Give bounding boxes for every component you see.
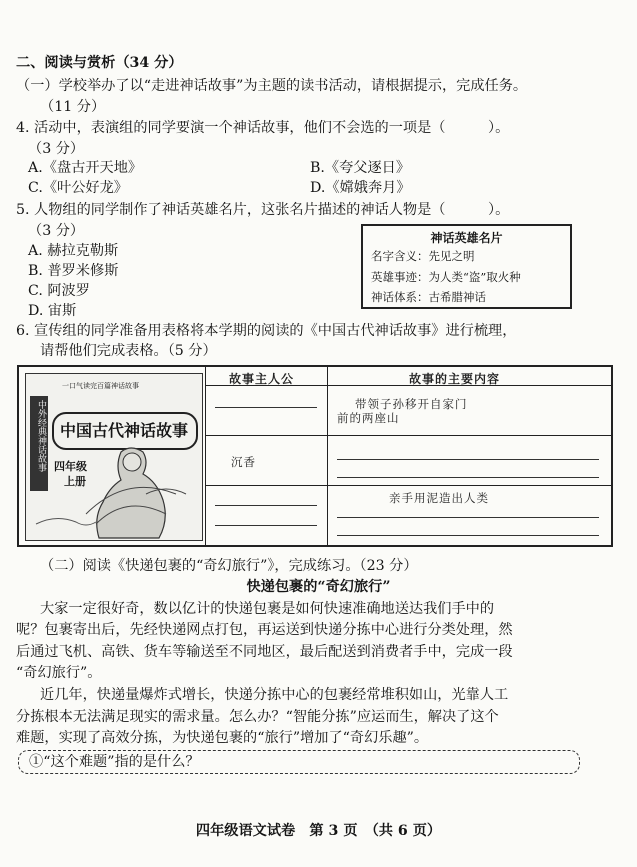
table-divider-1 xyxy=(205,367,206,545)
row3-hero-blank-1[interactable] xyxy=(215,505,317,506)
q5-score: （3 分） xyxy=(28,223,85,239)
header-hero: 故事主人公 xyxy=(229,372,295,386)
article-p1-line4: “奇幻旅行”。 xyxy=(16,665,102,681)
card-title: 神话英雄名片 xyxy=(430,231,503,245)
cover-volume: 上册 xyxy=(64,475,86,488)
article-p2-line2: 分拣根本无法满足现实的需求量。怎么办？“智能分拣”应运而生，解决了这个 xyxy=(16,709,499,725)
article-title: 快递包裹的“奇幻旅行” xyxy=(246,579,391,595)
card-line-name: 名字含义：先见之明 xyxy=(371,249,475,263)
table-divider-2 xyxy=(327,367,328,545)
article-p1-line2: 呢？包裹寄出后，先经快递网点打包，再运送到快递分拣中心进行分类处理，然 xyxy=(16,622,513,638)
q4-option-c[interactable]: C.《叶公好龙》 xyxy=(28,180,128,196)
cover-side-text: 中外经典神话故事 xyxy=(36,400,46,472)
q4-option-a[interactable]: A.《盘古开天地》 xyxy=(28,160,143,176)
row2-hero: 沉香 xyxy=(231,455,256,469)
article-p2-line3: 难题，实现了高效分拣，为快递包裹的“旅行”增加了“奇幻乐趣”。 xyxy=(16,730,429,746)
row3-content: 亲手用泥造出人类 xyxy=(389,491,489,505)
article-p1-line3: 后通过飞机、高铁、货车等输送至不同地区，最后配送到消费者手中，完成一段 xyxy=(16,644,513,660)
row1-content-a: 带领子孙移开自家门 xyxy=(355,397,468,411)
cover-figure-illustration xyxy=(26,374,202,540)
page-footer: 四年级语文试卷 第 3 页 （共 6 页） xyxy=(195,823,442,839)
row1-content-b: 前的两座山 xyxy=(337,411,400,425)
row3-content-blank-2[interactable] xyxy=(337,535,599,536)
header-content: 故事的主要内容 xyxy=(409,372,501,386)
q6-stem-2: 请帮他们完成表格。（5 分） xyxy=(40,343,217,359)
q4-option-b[interactable]: B.《夸父逐日》 xyxy=(310,160,411,176)
row1-hero-blank[interactable] xyxy=(215,407,317,408)
part1-intro: （一）学校举办了以“走进神话故事”为主题的读书活动，请根据提示，完成任务。 xyxy=(16,78,528,94)
row2-content-blank-2[interactable] xyxy=(337,477,599,478)
q5-option-b[interactable]: B. 普罗米修斯 xyxy=(28,263,119,279)
q4-score: （3 分） xyxy=(28,141,85,157)
book-cover-image xyxy=(25,373,203,541)
q5-stem: 5. 人物组的同学制作了神话英雄名片，这张名片描述的神话人物是（ ）。 xyxy=(16,202,510,218)
cover-top-text: 一口气读完百篇神话故事 xyxy=(62,382,139,390)
q5-option-a[interactable]: A. 赫拉克勒斯 xyxy=(28,243,119,259)
q5-option-c[interactable]: C. 阿波罗 xyxy=(28,283,90,299)
article-p2-line1: 近几年，快递量爆炸式增长，快递分拣中心的包裹经常堆积如山，光靠人工 xyxy=(40,687,509,703)
q4-option-d[interactable]: D.《嫦娥奔月》 xyxy=(310,180,411,196)
cover-title: 中国古代神话故事 xyxy=(59,421,188,440)
part2-intro: （二）阅读《快递包裹的“奇幻旅行”》，完成练习。（23 分） xyxy=(40,558,418,574)
q4-stem: 4. 活动中，表演组的同学要演一个神话故事，他们不会选的一项是（ ）。 xyxy=(16,120,510,136)
article-p1-line1: 大家一定很好奇，数以亿计的快递包裹是如何快速准确地送达我们手中的 xyxy=(40,601,495,617)
part1-intro-score: （11 分） xyxy=(40,99,106,115)
question-1: ①“这个难题”指的是什么？ xyxy=(29,754,200,770)
row2-content-blank-1[interactable] xyxy=(337,459,599,460)
section-title: 二、阅读与赏析（34 分） xyxy=(16,55,183,71)
cover-grade: 四年级 xyxy=(54,460,87,473)
hero-name-card xyxy=(361,224,572,309)
q5-option-d[interactable]: D. 宙斯 xyxy=(28,303,77,319)
story-table xyxy=(17,365,613,547)
row3-content-blank-1[interactable] xyxy=(337,517,599,518)
row3-hero-blank-2[interactable] xyxy=(215,525,317,526)
card-line-deeds: 英雄事迹：为人类“盗”取火种 xyxy=(371,270,521,284)
q6-stem: 6. 宣传组的同学准备用表格将本学期的阅读的《中国古代神话故事》进行梳理， xyxy=(16,323,517,339)
card-line-system: 神话体系：古希腊神话 xyxy=(371,290,486,304)
question-1-box xyxy=(18,750,580,774)
